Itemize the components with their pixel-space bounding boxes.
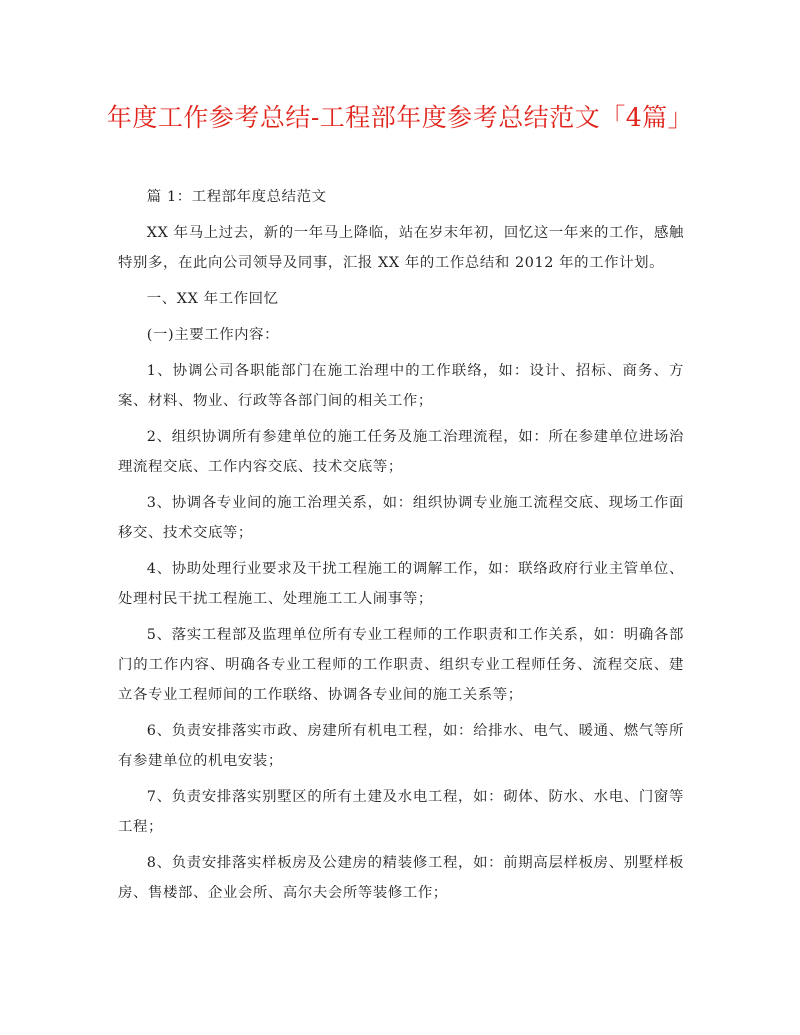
work-item-1: 1、协调公司各职能部门在施工治理中的工作联络，如：设计、招标、商务、方案、材料、物业、行政等各部门间的相关工作； (118, 363, 684, 409)
document-body (118, 182, 684, 914)
section-heading-review: 一、XX 年工作回忆 (146, 291, 279, 307)
work-item-6: 6、负责安排落实市政、房建所有机电工程，如：给排水、电气、暖通、燃气等所有参建单位的机电安装； (118, 723, 684, 769)
section-heading-part-1: 篇 1：工程部年度总结范文 (146, 189, 327, 205)
work-item-5: 5、落实工程部及监理单位所有专业工程师的工作职责和工作关系，如：明确各部门的工作内容、明确各专业工程师的工作职责、组织专业工程师任务、流程交底、建立各专业工程师间的工作联络、协调各专业间的施工关系等； (118, 627, 684, 703)
document-title: 年度工作参考总结-工程部年度参考总结范文「4篇」 (106, 103, 694, 132)
work-item-7: 7、负责安排落实别墅区的所有土建及水电工程，如：砌体、防水、水电、门窗等工程； (118, 789, 684, 835)
work-item-4: 4、协助处理行业要求及干扰工程施工的调解工作，如：联络政府行业主管单位、处理村民干扰工程施工、处理施工工人闹事等； (118, 561, 684, 607)
work-item-3: 3、协调各专业间的施工治理关系，如：组织协调专业施工流程交底、现场工作面移交、技术交底等； (118, 495, 684, 541)
intro-paragraph: XX 年马上过去，新的一年马上降临，站在岁末年初，回忆这一年来的工作，感触特别多，在此向公司领导及同事，汇报 XX 年的工作总结和 2012 年的工作计划。 (118, 225, 684, 271)
work-item-2: 2、组织协调所有参建单位的施工任务及施工治理流程，如：所在参建单位进场治理流程交底、工作内容交底、技术交底等； (118, 429, 684, 475)
subsection-heading-main-work: (一)主要工作内容： (146, 327, 280, 343)
work-item-8: 8、负责安排落实样板房及公建房的精装修工程，如：前期高层样板房、别墅样板房、售楼部、企业会所、高尔夫会所等装修工作； (118, 855, 684, 901)
